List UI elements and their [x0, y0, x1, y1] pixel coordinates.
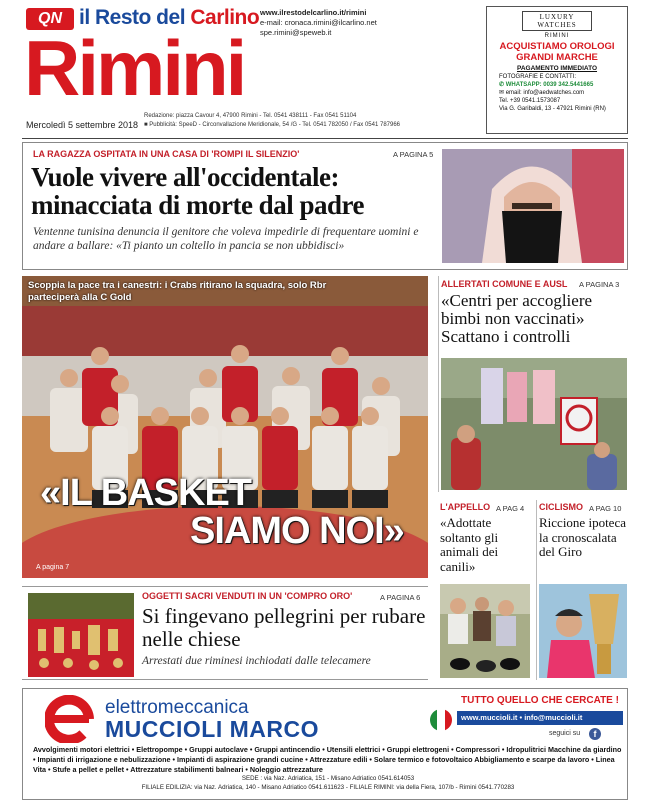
website-link[interactable]: www.ilrestodelcarlino.it/rimini: [260, 8, 367, 17]
page-reference: A PAG 10: [589, 504, 622, 513]
page-reference: A PAG 4: [496, 504, 525, 513]
whatsapp-icon: ✆: [499, 82, 506, 88]
muccioli-ad[interactable]: [22, 688, 628, 800]
redazione-line: Redazione: piazza Cavour 4, 47900 Rimini - Tel. 0541 438111 - Fax 0541 51104: [144, 113, 357, 119]
quote-line-2: SIAMO NOI»: [190, 510, 404, 552]
photo-illustration: [539, 584, 627, 678]
brand-part-2: Carlino: [190, 6, 260, 29]
italian-flag-icon: [430, 709, 452, 731]
page-reference: A PAGINA 5: [393, 150, 434, 159]
story-photo-veiled-woman: [442, 149, 624, 263]
company-name-line-1: elettromeccanica: [105, 697, 249, 718]
story-kicker: L'APPELLO: [440, 502, 491, 512]
story-kicker: LA RAGAZZA OSPITATA IN UNA CASA DI 'ROMPI IL SILENZIO': [33, 149, 300, 159]
mail-icon: ✉: [499, 90, 506, 96]
story-photo-cyclist-trophy: [539, 584, 627, 678]
logo-line-2: WATCHES: [537, 21, 577, 29]
photo-illustration: [28, 593, 134, 677]
edition-city: Rimini: [24, 24, 245, 112]
story-headline[interactable]: Si fingevano pellegrini per rubare nelle chiese: [142, 604, 426, 651]
photo-illustration: [441, 358, 627, 490]
email-spe[interactable]: spe.rimini@speweb.it: [260, 28, 332, 37]
lead-story[interactable]: [22, 142, 628, 270]
qn-logo: QN: [26, 8, 74, 30]
ad-contacts: [491, 73, 623, 113]
ad-addresses: [33, 775, 623, 792]
story-kicker: ALLERTATI COMUNE E AUSL: [441, 279, 568, 289]
address-sede: SEDE : via Naz. Adriatica, 151 - Misano Adriatico 0541.614053: [241, 775, 415, 782]
ad-slogan: TUTTO QUELLO CHE CERCATE !: [461, 695, 619, 706]
animals-story[interactable]: [438, 500, 532, 680]
email-cronaca[interactable]: e-mail: cronaca.rimini@ilcarlino.net: [260, 18, 377, 27]
ad-web-email[interactable]: www.muccioli.it • info@muccioli.it: [457, 711, 623, 725]
ad-info-heading: FOTOGRAFIE E CONTATTI:: [499, 74, 577, 80]
ad-headline-1: ACQUISTIAMO OROLOGI: [499, 41, 615, 52]
address-filiali: FILIALE EDILIZIA: via Naz. Adriatica, 140 - Misano Adriatico 0541.611623 - FILIALE RIMINI: via della Fiera, 107/b - Rimini 0541.770283: [141, 783, 515, 791]
ad-address: Via G. Garibaldi, 13 - 47921 Rimini (RN): [499, 106, 606, 112]
page-reference: A PAGINA 6: [380, 593, 421, 602]
facebook-icon[interactable]: f: [589, 728, 601, 740]
luxury-watches-logo: [522, 11, 592, 31]
logo-line-1: LUXURY: [539, 13, 575, 21]
story-kicker: CICLISMO: [539, 502, 583, 512]
luxury-watches-ad[interactable]: [486, 6, 628, 134]
ad-headline: [491, 41, 623, 63]
story-headline[interactable]: Vuole vivere all'occidentale: minacciata di morte dal padre: [31, 162, 364, 220]
pubblicita-line: ■ Pubblicità: SpeeD - Circonvallazione Meridionale, 54 /G - Tel. 0541 782050 / Fax 0541 787966: [144, 121, 401, 128]
story-subheadline: Ventenne tunisina denuncia il genitore che voleva impedirle di frequentare uomini e andare a ballare: «Ti pianto un coltello in pancia se non ubbidisci»: [33, 226, 419, 252]
ad-phone: Tel. +39 0541.1573087: [499, 98, 561, 104]
whatsapp-text: WHATSAPP: 0039 342.5441665: [505, 82, 594, 88]
e-logo-icon: [45, 695, 95, 743]
masthead-divider: [22, 138, 628, 139]
quote-line-1: «IL BASKET: [40, 472, 252, 514]
whatsapp-number: [499, 81, 623, 89]
brand-part-1: il Resto del: [79, 6, 186, 29]
basket-story[interactable]: [22, 276, 428, 578]
follow-label: seguici su: [549, 730, 581, 737]
vaccine-story[interactable]: [438, 276, 628, 492]
story-photo-protest-signs: [441, 358, 627, 490]
ad-headline-2: GRANDI MARCHE: [516, 52, 598, 63]
cycling-story[interactable]: [536, 500, 628, 680]
story-subheadline: Arrestati due riminesi inchiodati dalle telecamere: [142, 655, 371, 667]
story-headline[interactable]: «Centri per accogliere bimbi non vaccinati» Scattano i controlli: [441, 291, 593, 346]
basket-quote-headline[interactable]: [40, 474, 428, 550]
photo-caption: Scoppia la pace tra i canestri: i Crabs ritirano la squadra, solo Rbr parteciperà alla C Gold: [28, 280, 327, 303]
company-name-line-2: MUCCIOLI MARCO: [105, 716, 319, 742]
photo-illustration: [440, 584, 530, 678]
pilgrims-story[interactable]: [22, 586, 428, 680]
issue-date: Mercoledì 5 settembre 2018: [26, 120, 139, 130]
story-photo-dogs: [440, 584, 530, 678]
services-list: Avvolgimenti motori elettrici • Elettropompe • Gruppi autoclave • Gruppi antincendio • Utensili elettrici • Gruppi elettrogeni • Compressori • Idropulitrici Macchine da giardino • Impianti di irrigazione e nebulizzazione • Impianti di aspirazione grandi cucine • Attrezzature edili • Solare termico e fotovoltaico Abbigliamento e scarpe da lavoro • Linea Vita • Stufe a pellet e pellet • Attrezzature stabilimenti balneari • Noleggio attrezzature: [33, 745, 622, 774]
ad-email-text: email: info@aedwatches.com: [505, 90, 585, 96]
story-headline[interactable]: Riccione ipoteca la cronoscalata del Giro: [539, 515, 626, 559]
page-reference: A pagina 7: [36, 564, 70, 571]
muccioli-logo-icon: [45, 695, 95, 743]
page-reference: A PAGINA 3: [579, 280, 620, 289]
redazione-info: [144, 112, 400, 129]
photo-illustration: [442, 149, 624, 263]
ad-payment: PAGAMENTO IMMEDIATO: [516, 65, 598, 72]
story-photo-sacred-objects: [28, 593, 134, 677]
ad-email: [499, 89, 623, 97]
story-kicker: OGGETTI SACRI VENDUTI IN UN 'COMPRO ORO': [142, 591, 353, 601]
ad-city: RIMINI: [544, 33, 570, 39]
masthead-contacts: [260, 8, 377, 38]
story-headline[interactable]: «Adottate soltanto gli animali dei canili»: [440, 515, 499, 574]
